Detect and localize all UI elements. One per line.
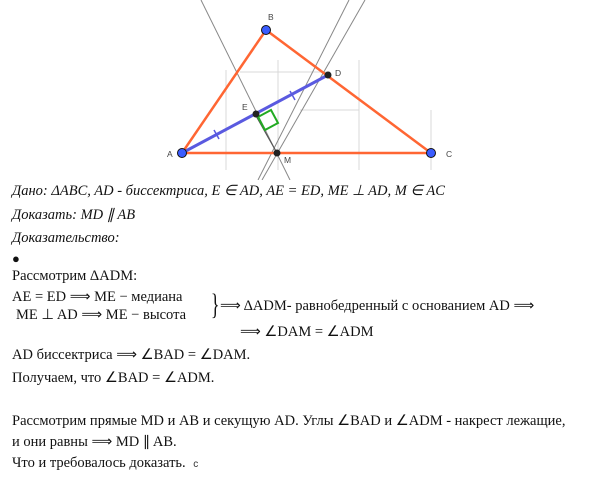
- brace: }: [210, 288, 220, 321]
- segment-me: [255, 114, 277, 153]
- right-angle-mark: [258, 110, 278, 130]
- bisector-line: AD биссектриса ⟹ ∠BAD = ∠DAM.: [12, 347, 251, 363]
- qed-text: Что и требовалось доказать.: [12, 455, 186, 471]
- geometry-figure: [0, 0, 600, 180]
- point-m: [274, 150, 281, 157]
- point-b: [262, 26, 271, 35]
- height-line: ME ⊥ AD ⟹ ME − высота: [16, 307, 187, 323]
- label-b: B: [268, 12, 274, 22]
- label-d: D: [335, 68, 342, 78]
- consider-adm: Рассмотрим ΔADM:: [12, 268, 138, 284]
- point-e: [253, 111, 260, 118]
- bullet: ●: [12, 251, 20, 266]
- proof-heading: Доказательство:: [12, 230, 120, 246]
- label-e: E: [242, 102, 248, 112]
- point-d: [325, 72, 332, 79]
- angles-equal-line: ⟹ ∠DAM = ∠ADM: [240, 324, 374, 340]
- label-c: C: [446, 149, 453, 159]
- point-a: [178, 149, 187, 158]
- prove-line: Доказать: MD ∥ AB: [12, 207, 136, 223]
- lines-line-1: Рассмотрим прямые MD и AB и секущую AD. Углы ∠BAD и ∠ADM - накрест лежащие,: [12, 413, 566, 429]
- label-a: A: [167, 149, 173, 159]
- point-c: [427, 149, 436, 158]
- label-m: M: [284, 155, 292, 165]
- isosceles-line: ⟹ ΔADM- равнобедренный с основанием AD ⟹: [220, 298, 535, 314]
- median-line: AE = ED ⟹ ME − медиана: [12, 289, 183, 305]
- given-line: Дано: ΔABC, AD - биссектриса, E ∈ AD, AE = ED, ME ⊥ AD, M ∈ AC: [12, 183, 445, 199]
- qed-mark: c: [193, 459, 199, 470]
- lines-line-2: и они равны ⟹ MD ∥ AB.: [12, 434, 177, 450]
- we-get-line: Получаем, что ∠BAD = ∠ADM.: [12, 370, 215, 386]
- qed-line: [12, 455, 198, 473]
